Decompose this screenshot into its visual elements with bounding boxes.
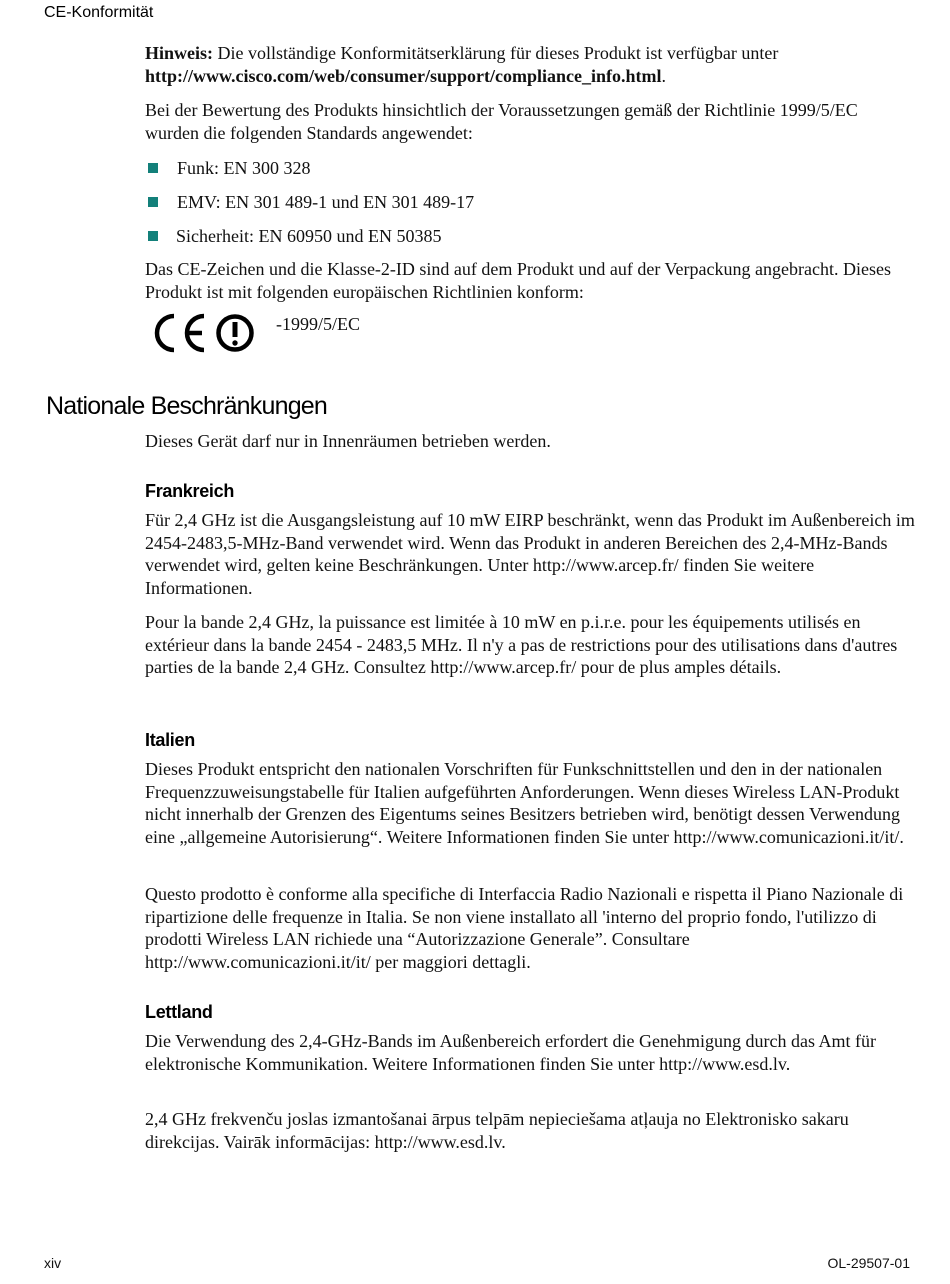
note-paragraph [145,42,915,87]
ce-text-block [145,258,915,303]
compliance-link[interactable]: http://www.cisco.com/web/consumer/support/compliance_info.html [145,65,662,86]
note-text: Die vollständige Konformitätserklärung für dieses Produkt ist verfügbar unter [213,43,779,63]
standards-intro-block [145,99,915,144]
note-end: . [661,65,666,86]
country-paragraph: Für 2,4 GHz ist die Ausgangsleistung auf 10 mW EIRP beschränkt, wenn das Produkt im Außenbereich im 2454-2483,5-MHz-Band verwendet wird. Wenn das Produkt in anderen Bereichen des 2,4-MHz-Bands verwendet wird, gelten keine Beschränkungen. Unter http://www.arcep.fr/ finden Sie weitere Informationen. [145,510,915,599]
note-block [145,42,915,87]
bullet-square-icon [148,197,158,207]
note-label: Hinweis: [145,43,214,63]
country-heading-lettland: Lettland [145,1002,213,1022]
country-heading-italien: Italien [145,730,195,750]
standard-label: EMV: EN 301 489-1 und EN 301 489-17 [177,192,475,212]
ce-mark-icon [150,311,258,355]
section-intro-block [145,430,915,453]
ce-paragraph: Das CE-Zeichen und die Klasse-2-ID sind auf dem Produkt und auf der Verpackung angebracht. Dieses Produkt ist mit folgenden europäischen Richtlinien konform: [145,259,891,302]
country-block-italien [145,758,915,849]
document-id: OL-29507-01 [827,1255,910,1271]
country-block-frankreich-fr [145,611,915,679]
country-paragraph: Dieses Produkt entspricht den nationalen Vorschriften für Funkschnittstellen und den in der nationalen Frequenzzuweisungstabelle für Italien aufgeführten Anforderungen. Wenn dieses Wireless LAN-Produkt nicht innerhalb der Grenzen des Eigentums seines Besitzers betrieben wird, benötigt dessen Verwendung eine „allgemeine Autorisierung“. Weitere Informationen finden Sie unter http://www.comunicazioni.it/it/. [145,759,904,848]
country-block-lettland [145,1030,915,1075]
country-heading-frankreich: Frankreich [145,481,235,501]
country-block-frankreich [145,509,915,600]
country-paragraph: Questo prodotto è conforme alla specifiche di Interfaccia Radio Nazionali e rispetta il Piano Nazionale di ripartizione delle frequenze in Italia. Se non viene installato all 'interno del proprio fondo, l'utilizzo di prodotti Wireless LAN richiede una “Autorizzazione Generale”. Consultare http://www.comunicazioni.it/it/ per maggiori dettagli. [145,884,904,973]
section-title: Nationale Beschränkungen [46,392,328,420]
page-number: xiv [44,1255,62,1271]
standard-label: Funk: EN 300 328 [177,158,311,178]
country-paragraph: Pour la bande 2,4 GHz, la puissance est limitée à 10 mW en p.i.r.e. pour les équipements utilisés en extérieur dans la bande 2454 - 2483,5 MHz. Il n'y a pas de restrictions pour des utilisations dans d'autres parties de la bande 2,4 GHz. Consultez http://www.arcep.fr/ pour de plus amples détails. [145,612,898,678]
standard-label: Sicherheit: EN 60950 und EN 50385 [176,226,442,246]
country-paragraph: Die Verwendung des 2,4-GHz-Bands im Außenbereich erfordert die Genehmigung durch das Amt für elektronische Kommunikation. Weitere Informationen finden Sie unter http://www.esd.lv. [145,1031,876,1074]
country-paragraph: 2,4 GHz frekvenču joslas izmantošanai ārpus telpām nepieciešama atļauja no Elektronisko sakaru direkcijas. Vairāk informācijas: http://www.esd.lv. [145,1109,849,1152]
country-block-italien-it [145,883,915,974]
running-header: CE-Konformität [44,4,154,21]
country-block-lettland-lv [145,1108,915,1153]
standards-intro: Bei der Bewertung des Produkts hinsichtlich der Voraussetzungen gemäß der Richtlinie 1999/5/EC wurden die folgenden Standards angewendet: [145,100,858,143]
ce-directive: -1999/5/EC [276,314,360,334]
bullet-square-icon [148,163,158,173]
section-intro: Dieses Gerät darf nur in Innenräumen betrieben werden. [145,431,551,451]
bullet-square-icon [148,231,158,241]
